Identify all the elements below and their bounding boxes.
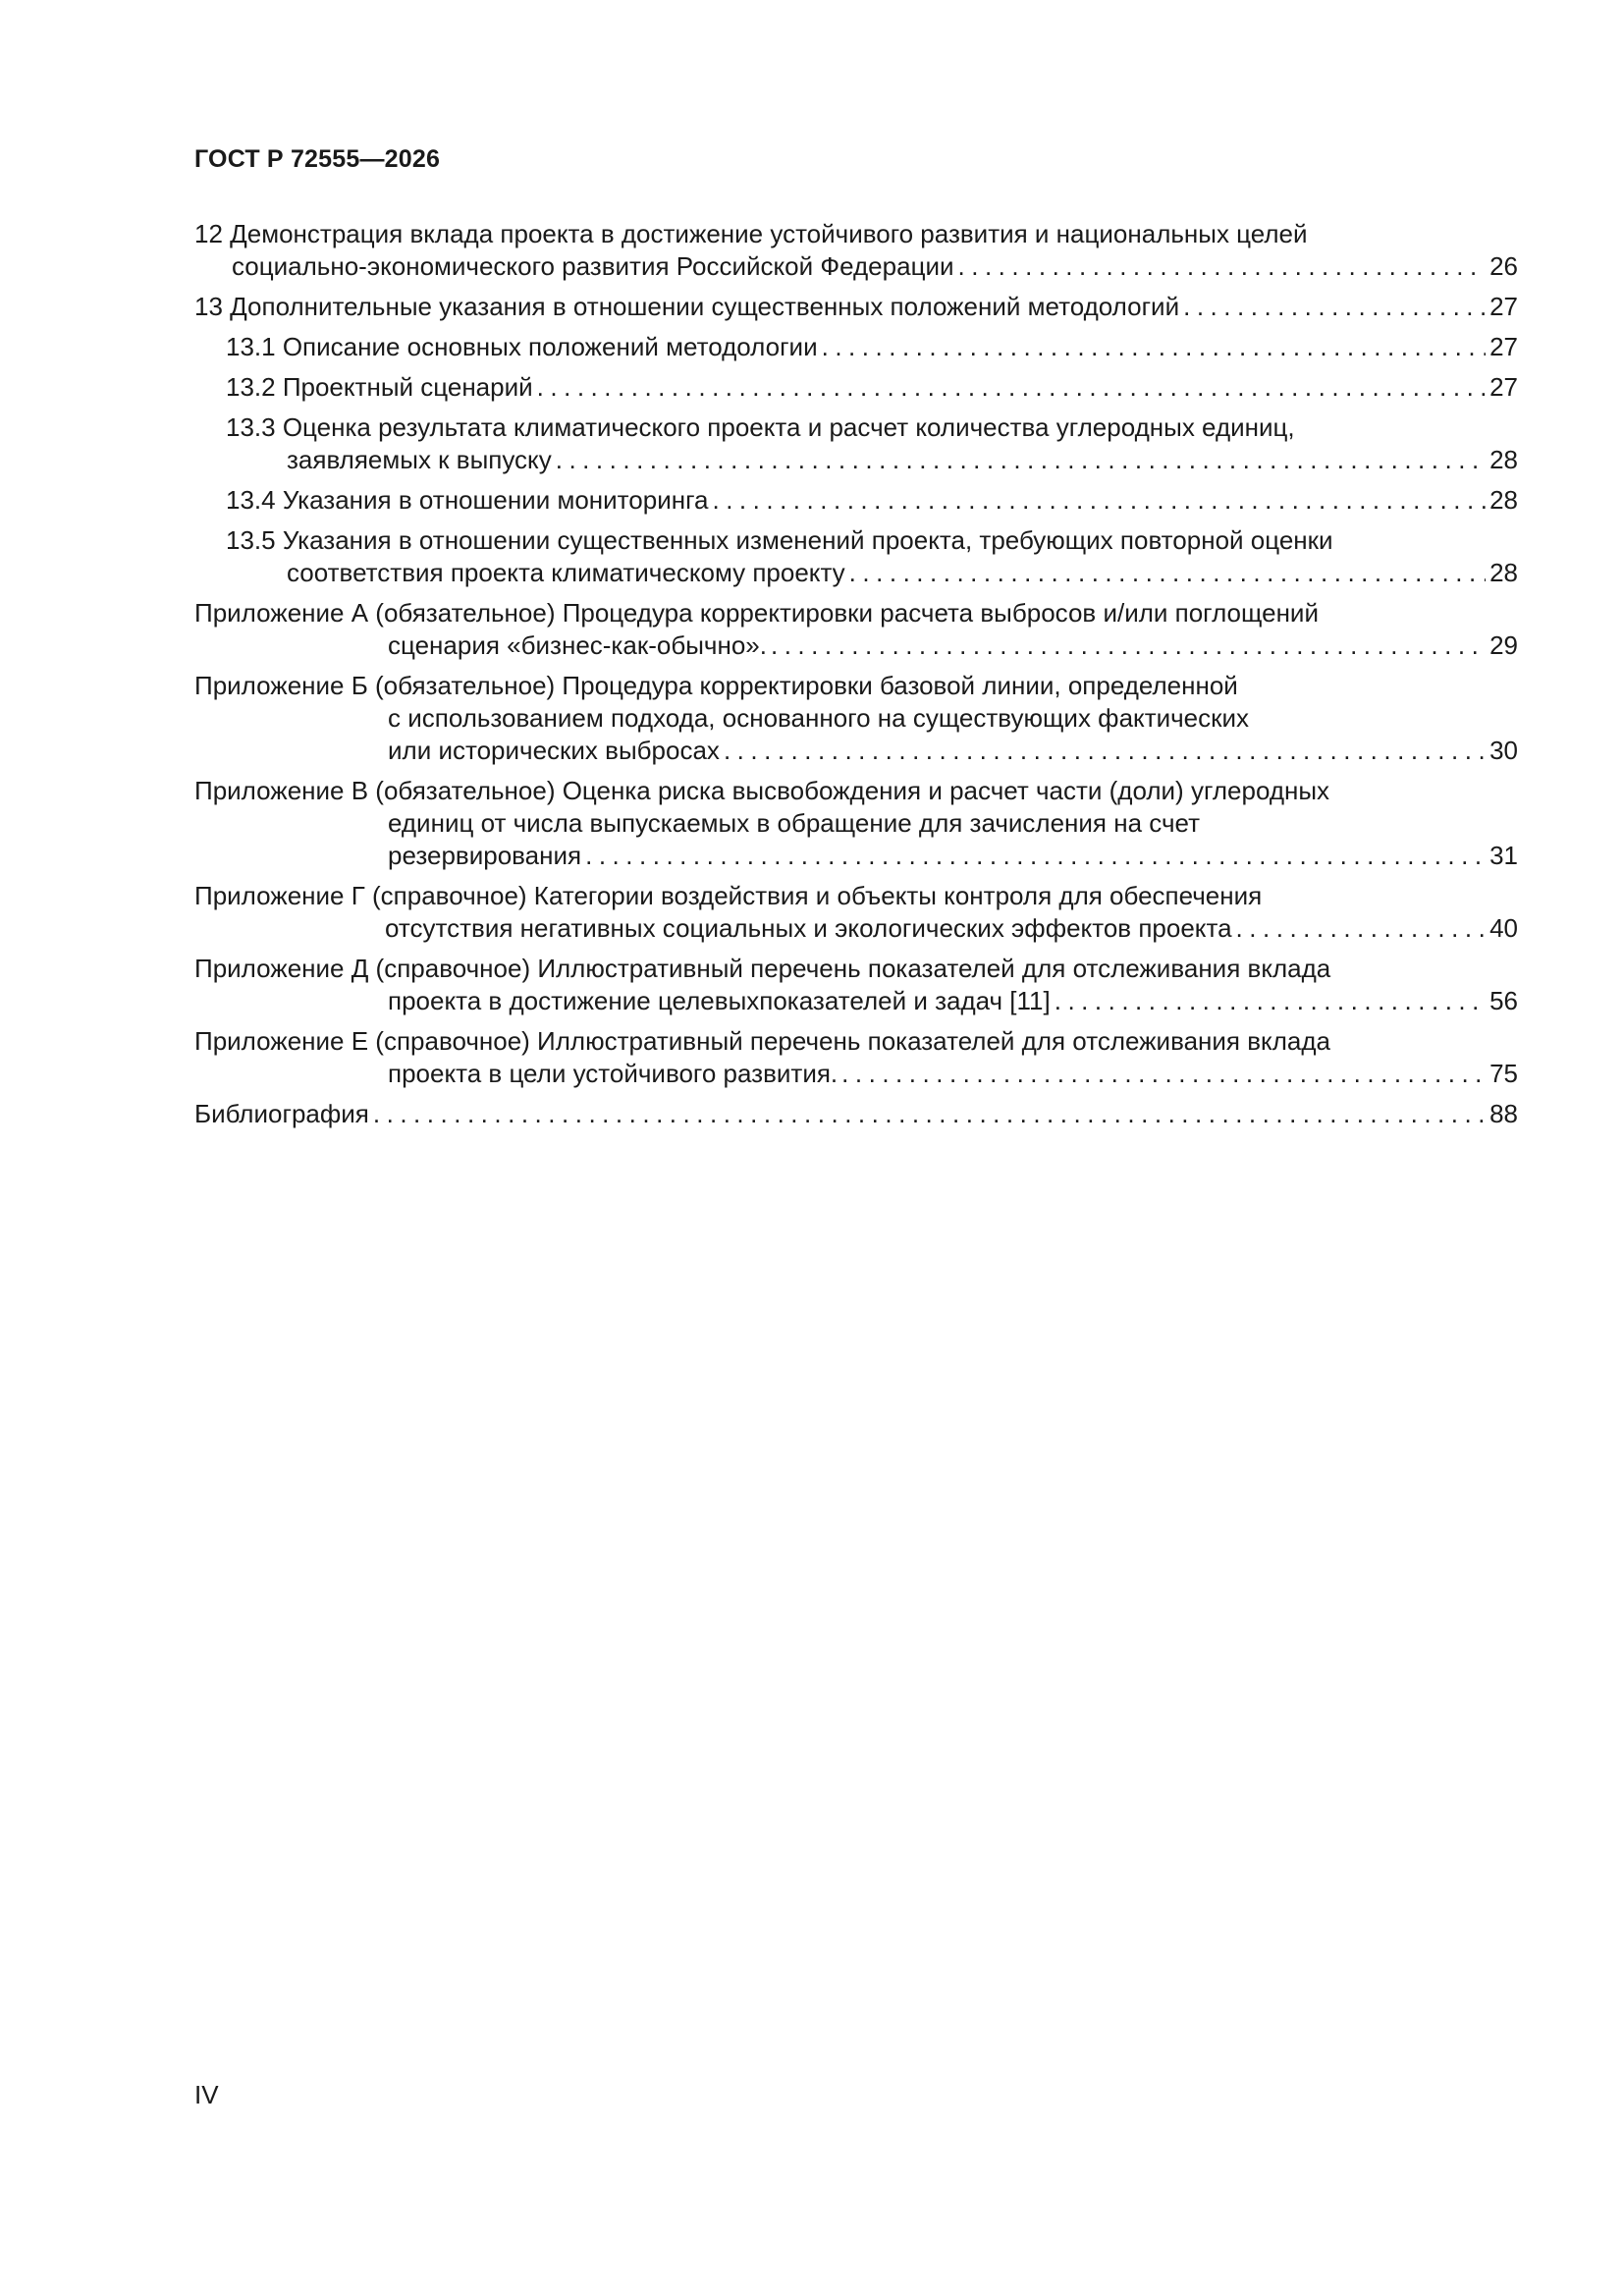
toc-entry-line [194,629,1518,662]
toc-entry-text: Библиография [194,1099,369,1128]
dot-leader [724,735,1486,767]
toc-entry-text: Приложение В (обязательное) Оценка риска высвобождения и расчет части (доли) углеродных [194,776,1330,805]
toc-entry-text: Приложение Б (обязательное) Процедура корректировки базовой линии, определенной [194,671,1238,700]
toc-entry-13-5[interactable] [194,524,1518,589]
table-of-contents [194,218,1518,1138]
toc-page-number: 88 [1489,1099,1518,1128]
toc-entry-text: проекта в достижение целевыхпоказателей и задач [11] [388,986,1051,1015]
toc-entry-line [194,1025,1518,1058]
dot-leader [712,484,1486,517]
toc-entry-text: Приложение Г (справочное) Категории воздействия и объекты контроля для обеспечения [194,881,1263,910]
toc-page-number: 40 [1489,913,1518,943]
toc-entry-line [226,557,1518,589]
toc-entry-appendix-v[interactable] [194,775,1518,872]
toc-entry-text: единиц от числа выпускаемых в обращение для зачисления на счет [388,808,1201,838]
toc-entry-line [194,735,1518,767]
toc-entry-line [226,331,1518,363]
toc-page-number: 30 [1489,736,1518,765]
dot-leader [373,1098,1486,1130]
page-number: IV [194,2080,219,2109]
toc-entry-line [194,807,1518,840]
toc-entry-line [194,880,1518,912]
toc-entry-appendix-g[interactable] [194,880,1518,945]
toc-entry-line [226,524,1518,557]
toc-page-number: 29 [1489,630,1518,660]
toc-entry-appendix-a[interactable] [194,597,1518,662]
dot-leader [771,629,1486,662]
dot-leader [841,1058,1486,1090]
toc-entry-bibliography[interactable] [194,1098,1518,1130]
toc-entry-13-4[interactable] [194,484,1518,517]
toc-entry-line [194,985,1518,1017]
toc-entry-line [194,670,1518,702]
toc-entry-text: социально-экономического развития Российской Федерации [232,251,954,281]
toc-entry-text: 13 Дополнительные указания в отношении существенных положений методологий [194,292,1180,321]
toc-entry-text: с использованием подхода, основанного на существующих фактических [388,703,1250,733]
toc-entry-13-1[interactable] [194,331,1518,363]
dot-leader [537,371,1486,404]
toc-page-number: 26 [1489,251,1518,281]
toc-page-number: 27 [1489,292,1518,321]
toc-entry-12[interactable] [194,218,1518,283]
toc-entry-line [194,1058,1518,1090]
toc-entry-text: 13.3 Оценка результата климатического проекта и расчет количества углеродных единиц, [226,412,1295,442]
toc-entry-text: или исторических выбросах [388,736,720,765]
toc-entry-13-2[interactable] [194,371,1518,404]
toc-entry-text: Приложение А (обязательное) Процедура корректировки расчета выбросов и/или поглощений [194,598,1319,628]
dot-leader [556,444,1486,476]
toc-entry-line [194,953,1518,985]
dot-leader [849,557,1486,589]
toc-entry-line [226,444,1518,476]
toc-page-number: 56 [1489,986,1518,1015]
dot-leader [585,840,1486,872]
toc-entry-13[interactable] [194,291,1518,323]
toc-entry-text: соответствия проекта климатическому проекту [287,558,845,587]
toc-entry-line [194,912,1518,945]
toc-entry-appendix-b[interactable] [194,670,1518,767]
toc-entry-appendix-d[interactable] [194,953,1518,1017]
dot-leader [822,331,1486,363]
toc-entry-line [194,291,1518,323]
dot-leader [1236,912,1487,945]
toc-entry-text: 13.1 Описание основных положений методологии [226,332,818,361]
toc-entry-text: Приложение Е (справочное) Иллюстративный перечень показателей для отслеживания вклада [194,1026,1330,1056]
toc-entry-13-3[interactable] [194,411,1518,476]
toc-entry-text: 13.2 Проектный сценарий [226,372,533,402]
toc-entry-text: резервирования [388,841,582,870]
toc-entry-text: Приложение Д (справочное) Иллюстративный перечень показателей для отслеживания вклада [194,954,1331,983]
toc-page-number: 28 [1489,445,1518,474]
toc-entry-text: 12 Демонстрация вклада проекта в достижение устойчивого развития и национальных целей [194,219,1308,248]
toc-page-number: 28 [1489,558,1518,587]
toc-entry-line [194,1098,1518,1130]
toc-entry-line [194,250,1518,283]
toc-entry-line [194,702,1518,735]
toc-entry-line [226,484,1518,517]
toc-entry-line [226,371,1518,404]
toc-page-number: 27 [1489,332,1518,361]
toc-page-number: 31 [1489,841,1518,870]
dot-leader [958,250,1487,283]
document-code-header: ГОСТ Р 72555—2026 [194,145,441,173]
toc-entry-line [194,597,1518,629]
toc-entry-text: 13.5 Указания в отношении существенных изменений проекта, требующих повторной оценки [226,525,1333,555]
toc-entry-line [194,775,1518,807]
toc-entry-text: заявляемых к выпуску [287,445,552,474]
toc-page-number: 75 [1489,1059,1518,1088]
toc-page-number: 28 [1489,485,1518,515]
toc-entry-appendix-e[interactable] [194,1025,1518,1090]
dot-leader [1055,985,1486,1017]
dot-leader [1183,291,1486,323]
toc-entry-text: 13.4 Указания в отношении мониторинга [226,485,709,515]
toc-entry-line [194,218,1518,250]
toc-page-number: 27 [1489,372,1518,402]
toc-entry-text: отсутствия негативных социальных и экологических эффектов проекта [385,913,1232,943]
toc-entry-text: сценария «бизнес-как-обычно». [388,630,767,660]
toc-entry-text: проекта в цели устойчивого развития. [388,1059,839,1088]
toc-entry-line [226,411,1518,444]
toc-entry-line [194,840,1518,872]
